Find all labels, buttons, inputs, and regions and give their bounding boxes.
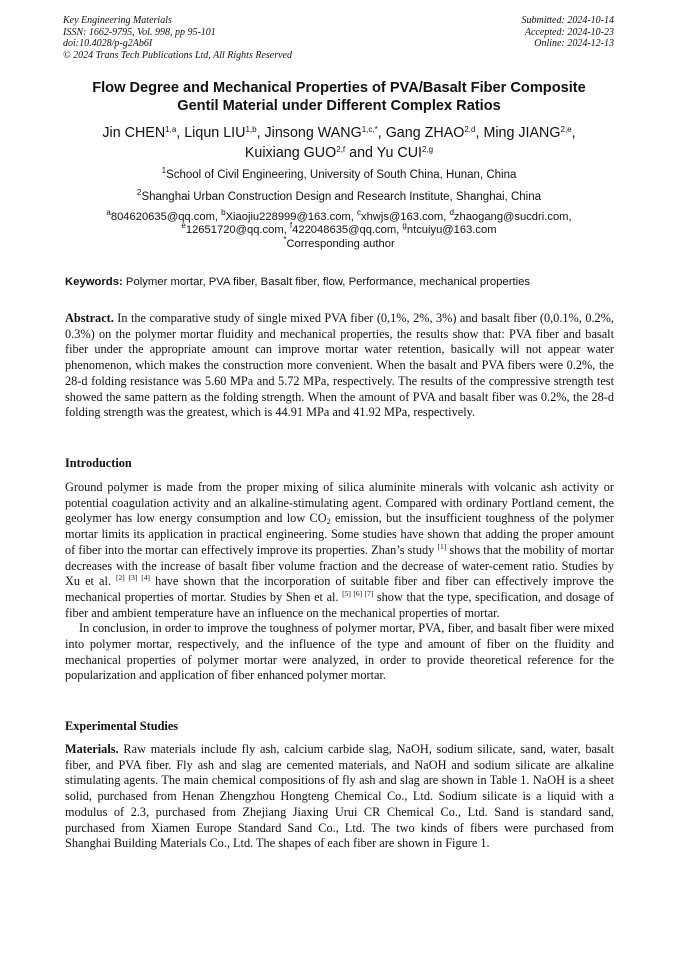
corresponding-author-note (30, 234, 648, 251)
author: Yu CUI (376, 145, 422, 161)
email-link[interactable]: 12651720@qq.com (185, 224, 284, 237)
email-sup: c (356, 208, 361, 217)
paper-title (40, 79, 638, 115)
author: Gang ZHAO (385, 125, 465, 141)
email-link[interactable]: Xiaojiu228999@163.com (225, 211, 351, 223)
journal-header (63, 15, 292, 61)
author: Liqun LIU (184, 125, 246, 141)
journal-copyright: © 2024 Trans Tech Publications Ltd, All Rights Reserved (63, 49, 292, 61)
intro-paragraph-1 (65, 480, 614, 621)
title-line-1: Flow Degree and Mechanical Properties of PVA/Basalt Fiber Composite (92, 80, 586, 96)
journal-doi[interactable]: doi:10.4028/p-g2Ab6I (63, 38, 153, 50)
email-link[interactable]: 422048635@qq.com (292, 224, 397, 237)
author: Ming JIANG (483, 125, 561, 141)
corresponding-text: Corresponding author (286, 237, 395, 250)
author-affil-sup: 2,e (560, 125, 572, 134)
intro-text: show that the type, specification, and dosage of fiber and ambient temperature have an influence on the mechanical properties of mortar. (65, 589, 614, 620)
intro-text: Ground polymer is made from the proper mixing of silica aluminite minerals with volcanic ash activity or potential coagulation activity and an alkaline-stimulating agent. Compared with ordinary Portland cement, the geolymer has low energy consumption and low CO (65, 480, 614, 526)
affiliation-1 (30, 168, 648, 182)
intro-text: have shown that the incorporation of suitable fiber and fiber can effectively improve the mechanical properties of mortar. Studies by Shen et al. (65, 574, 614, 604)
intro-text: emission, but the insufficient toughness of the polymer mortar limits its application in practical engineering. Some studies have shown that adding the proper amount of fiber into the mortar can effectively improve its properties. Zhan’s study (65, 511, 614, 557)
author-affil-sup: 1,c,* (361, 125, 378, 134)
author-affil-sup: 2,f (336, 145, 346, 154)
intro-text: shows that the mobility of mortar decreases with the increase of basalt fiber volume fraction and the decrease of water-cement ratio. Studies by Xu et al. (65, 542, 614, 589)
author: Jinsong WANG (264, 125, 362, 141)
dates-header (522, 15, 615, 50)
intro-paragraph-2: In conclusion, in order to improve the toughness of polymer mortar, PVA, fiber, and basalt fiber were mixed into polymer mortar, respectively, and the influence of the type and amount of fiber on the fluidity and mechanical properties of polymer mortar were analyzed, in order to provide theoretical reference for the popularization and application of fiber enhanced polymer mortar. (65, 621, 614, 683)
co2-subscript: 2 (326, 517, 331, 527)
section-heading-experimental: Experimental Studies (65, 719, 179, 733)
author: Jin CHEN (102, 125, 166, 141)
email-link[interactable]: ntcuiyu@163.com (406, 224, 497, 237)
abstract-label: Abstract. (65, 311, 114, 325)
email-link[interactable]: 804620635@qq.com (110, 211, 215, 223)
email-link[interactable]: xhwjs@163.com (360, 211, 444, 223)
email-sup: b (221, 208, 226, 217)
journal-issn: ISSN: 1662-9795, Vol. 998, pp 95-101 (63, 26, 216, 38)
email-sup: d (449, 208, 454, 217)
email-sup: e (181, 221, 186, 231)
keywords (65, 275, 615, 289)
email-list (30, 208, 648, 251)
author-separator: , (256, 125, 265, 141)
citation-ref[interactable]: [2] [3] [4] (116, 573, 151, 583)
introduction-body (65, 480, 614, 684)
author-affil-sup: 1,a (165, 125, 177, 134)
citation-ref[interactable]: [5] [6] [7] (342, 588, 374, 598)
materials-text: Raw materials include fly ash, calcium carbide slag, NaOH, sodium silicate, sand, water, basalt fiber, and PVA fiber. Fly ash and slag are cemented materials, and NaOH and sodium silicate are alkaline stimulating agents. The main chemical compositions of fly ash and slag are shown in Table 1. NaOH is a sheet solid, purchased from Henan Zhengzhou Hongteng Chemical Co., Ltd. Sodium silicate is a liquid with a modulus of 2.3, purchased from Zhejiang Jiaxing Urui CR Chemical Co., Ltd. Sand is standard sand, purchased from Xiamen Europe Standard Sand Co., Ltd. The two kinds of fibers were purchased from Shanghai Building Materials Co., Ltd. The shapes of each fiber are shown in Figure 1. (65, 742, 614, 851)
author-affil-sup: 2,g (422, 145, 434, 154)
author-list (30, 123, 648, 163)
keywords-text: Polymer mortar, PVA fiber, Basalt fiber, flow, Performance, mechanical properties (125, 276, 531, 288)
online-date: Online: 2024-12-13 (534, 38, 614, 50)
author-separator: , (571, 125, 576, 141)
author-separator: , (176, 125, 185, 141)
email-sup: f (289, 221, 293, 231)
author: Kuixiang GUO (244, 145, 337, 161)
email-separator: , (283, 224, 290, 237)
email-separator: , (350, 211, 357, 223)
email-separator: , (396, 224, 403, 237)
abstract-text: In the comparative study of single mixed PVA fiber (0,1%, 2%, 3%) and basalt fiber (0,0.1%, 0.2%, 0.3%) on the polymer mortar fluidity and mechanical properties, the results show that: PVA fiber and basalt fiber under the appropriate amount can improve mortar water retention, basically will not appear water phenomenon, which makes the construction more convenient. When the basalt and PVA fibers were 0.2%, the 28-d folding resistance was 5.60 MPa and 5.72 MPa, respectively. The results of the compressive strength test showed the same pattern as the folding strength. When the amount of PVA and basalt fiber was 0.2%, the 28-d folding strength was the greatest, which is 44.91 MPa and 41.92 MPa, respectively. (65, 311, 615, 420)
submitted-date: Submitted: 2024-10-14 (521, 15, 614, 26)
email-sup: g (402, 221, 407, 231)
email-separator: , (443, 211, 450, 223)
email-separator: , (214, 211, 222, 223)
materials-label: Materials. (65, 742, 119, 756)
email-sup: a (106, 208, 111, 217)
corresponding-sup: * (283, 234, 287, 244)
affiliation-text: School of Civil Engineering, University of South China, Hunan, China (166, 169, 517, 181)
section-heading-introduction: Introduction (65, 456, 132, 470)
affiliation-text: Shanghai Urban Construction Design and Research Institute, Shanghai, China (141, 191, 541, 203)
author-affil-sup: 1,b (245, 125, 257, 134)
journal-name: Key Engineering Materials (63, 15, 172, 26)
affiliation-sup: 2 (136, 188, 142, 197)
author-separator: , (475, 125, 484, 141)
accepted-date: Accepted: 2024-10-23 (524, 26, 614, 38)
affiliation-2 (30, 190, 648, 204)
author-separator: , (377, 125, 386, 141)
email-separator: , (568, 211, 572, 223)
title-line-2: Gentil Material under Different Complex Ratios (177, 98, 501, 114)
experimental-body (65, 742, 614, 852)
abstract (65, 311, 614, 421)
citation-ref[interactable]: [1] (437, 541, 447, 551)
affiliation-sup: 1 (161, 166, 167, 175)
author-affil-sup: 2,d (464, 125, 476, 134)
email-link[interactable]: zhaogang@sucdri.com (453, 211, 569, 223)
author-separator: and (345, 145, 377, 161)
keywords-label: Keywords: (65, 276, 123, 288)
